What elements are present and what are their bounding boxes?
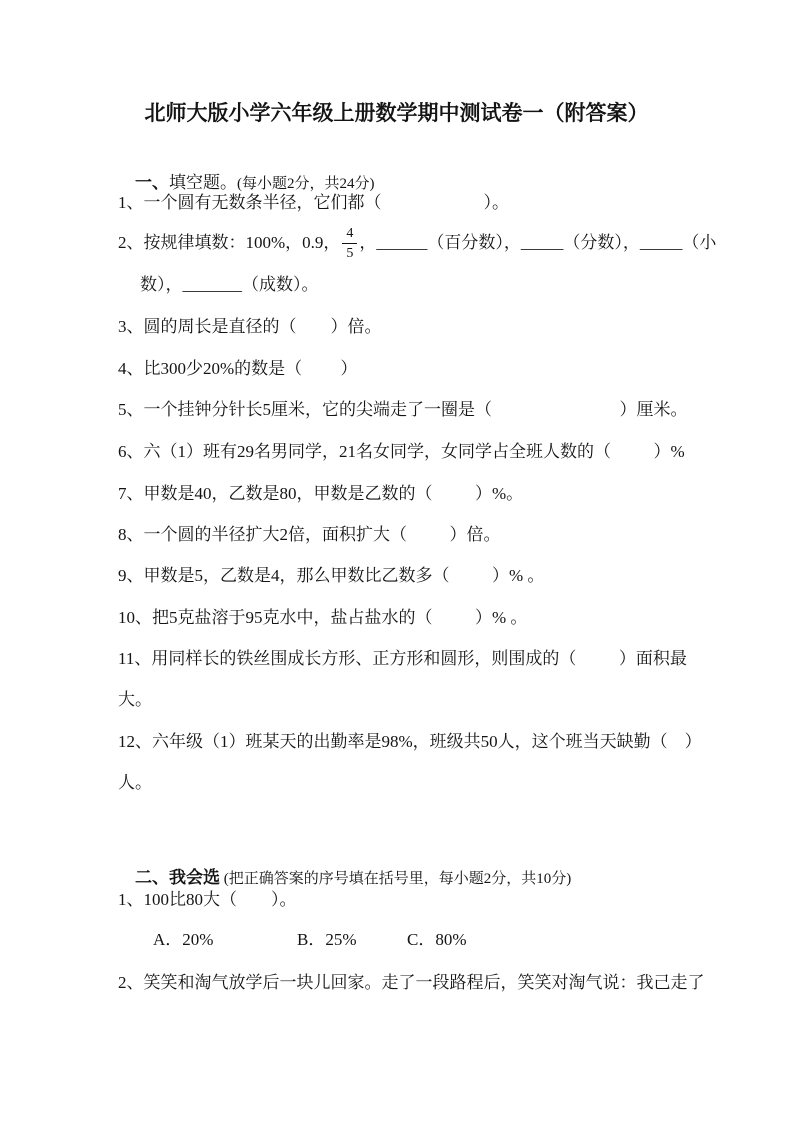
section1-score-note: (每小题2分，共24分) [237, 176, 375, 192]
s1-question-12-line1: 12、六年级（1）班某天的出勤率是98%，班级共50人，这个班当天缺勤（ ） [118, 732, 702, 751]
s1-question-1: 1、一个圆有无数条半径，它们都（ ）。 [118, 193, 509, 212]
s1-question-5: 5、一个挂钟分针长5厘米，它的尖端走了一圈是（ ）厘米。 [118, 400, 688, 419]
s1-question-2-line2: 数），_______（成数）。 [140, 275, 319, 294]
section2-number-title: 二、我会选 [135, 868, 220, 887]
s1-question-3: 3、圆的周长是直径的（ ）倍。 [118, 317, 382, 336]
s1-question-9: 9、甲数是5，乙数是4，那么甲数比乙数多（ ）% 。 [118, 566, 545, 585]
fraction-denominator: 5 [346, 245, 354, 261]
s2-q1-option-a: A．20% [153, 930, 214, 949]
fraction-numerator: 4 [342, 225, 357, 244]
s1-question-8: 8、一个圆的半径扩大2倍，面积扩大（ ）倍。 [118, 525, 501, 544]
s2-q1-option-c: C．80% [407, 930, 467, 949]
s2-question-2: 2、笑笑和淘气放学后一块儿回家。走了一段路程后，笑笑对淘气说：我己走了 [118, 973, 705, 992]
s1-q2-prefix: 2、按规律填数：100%，0.9， [118, 233, 341, 252]
s1-q2-suffix: ，______（百分数），_____（分数），_____（小 [359, 233, 717, 252]
s1-question-7: 7、甲数是40，乙数是80，甲数是乙数的（ ）%。 [118, 484, 524, 503]
section2-score-note: (把正确答案的序号填在括号里，每小题2分，共10分) [220, 871, 572, 887]
section1-number: 一、 [135, 173, 169, 192]
s1-question-12-line2: 人。 [118, 773, 152, 792]
s2-q1-option-b: B．25% [297, 930, 357, 949]
section1-name: 填空题。 [169, 173, 237, 192]
s1-question-10: 10、把5克盐溶于95克水中，盐占盐水的（ ）% 。 [118, 608, 528, 627]
s1-question-6: 6、六（1）班有29名男同学，21名女同学，女同学占全班人数的（ ）% [118, 442, 685, 461]
page-title: 北师大版小学六年级上册数学期中测试卷一（附答案） [144, 101, 649, 125]
s1-question-2-line1 [118, 220, 716, 266]
s1-question-11-line1: 11、用同样长的铁丝围成长方形、正方形和圆形，则围成的（ ）面积最 [118, 649, 687, 668]
s1-question-4: 4、比300少20%的数是（ ） [118, 359, 358, 378]
s2-question-1: 1、100比80大（ ）。 [118, 890, 297, 909]
fraction-four-fifths [342, 225, 357, 262]
s1-question-11-line2: 大。 [118, 690, 152, 709]
